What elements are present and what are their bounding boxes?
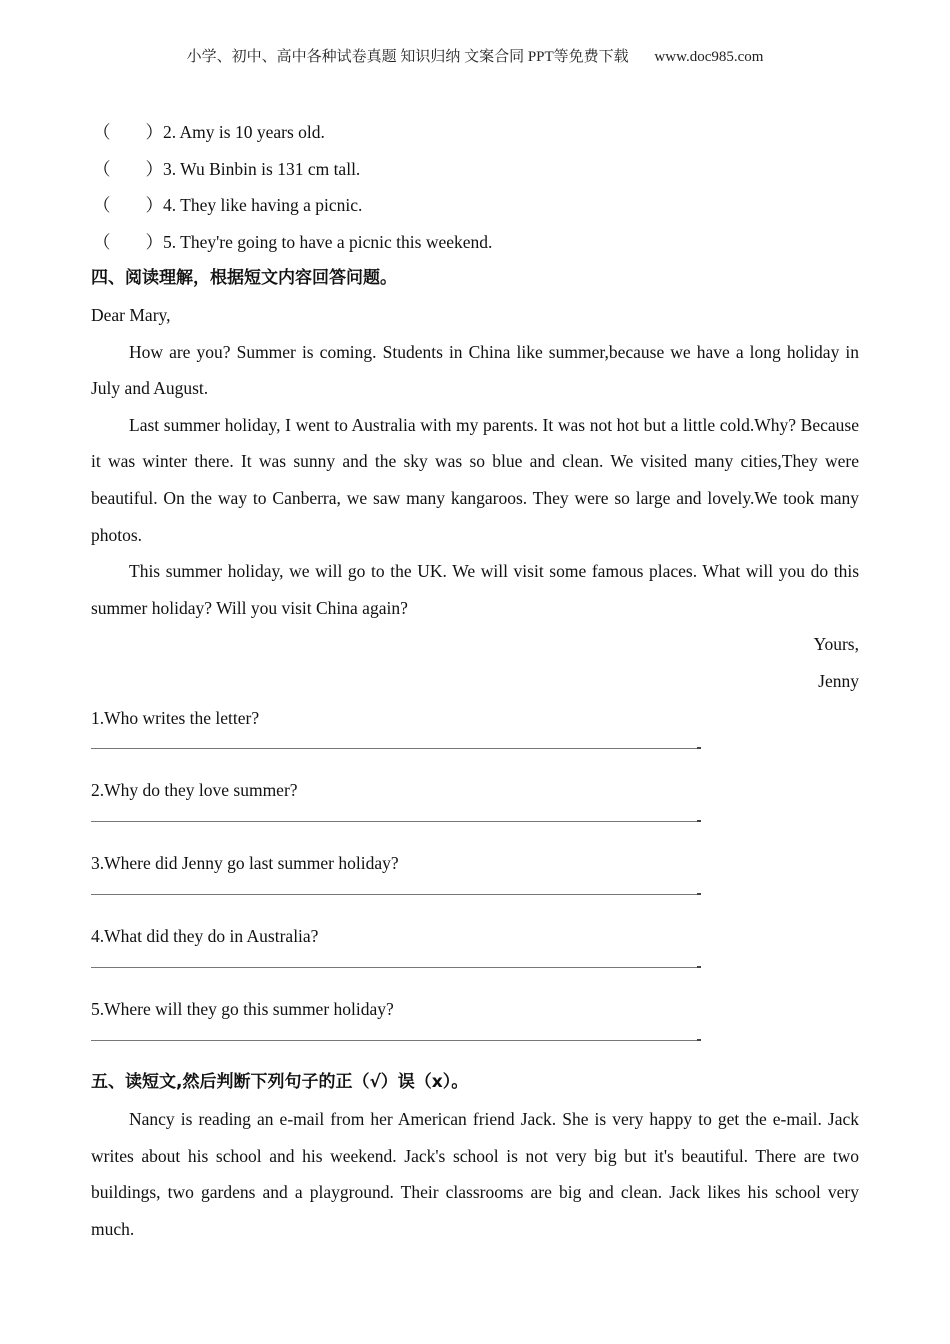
section-4-title: 四、阅读理解，根据短文内容回答问题。 xyxy=(91,268,397,289)
tf-statement: 3. Wu Binbin is 131 cm tall. xyxy=(163,158,361,179)
tf-statement: 5. They're going to have a picnic this weekend. xyxy=(163,231,493,252)
answer-blank: （ ） xyxy=(93,158,163,179)
answer-line[interactable] xyxy=(91,736,859,772)
question: 2.Why do they love summer? xyxy=(91,780,298,801)
question: 3.Where did Jenny go last summer holiday? xyxy=(91,853,399,874)
worksheet-content xyxy=(91,114,859,1247)
tf-item xyxy=(91,224,859,261)
answer-blank: （ ） xyxy=(93,231,163,252)
passage-paragraph: Nancy is reading an e-mail from her American friend Jack. She is very happy to get the e-mail. Jack writes about his school and his weekend. Jack's school is not very big but it's beautiful. There are two buildings, two gardens and a playground. Their classrooms are big and clean. Jack likes his school very much. xyxy=(91,1109,859,1239)
letter-signature: Jenny xyxy=(818,670,859,691)
answer-blank: （ ） xyxy=(93,195,163,216)
question: 1.Who writes the letter? xyxy=(91,707,260,728)
answer-blank: （ ） xyxy=(93,122,163,142)
tf-statement: 4. They like having a picnic. xyxy=(163,195,363,216)
answer-line[interactable] xyxy=(91,882,859,918)
answer-line[interactable] xyxy=(91,955,859,991)
question: 5.Where will they go this summer holiday? xyxy=(91,999,394,1020)
tf-item xyxy=(91,114,859,151)
header-text: 小学、初中、高中各种试卷真题 知识归纳 文案合同 PPT等免费下载 xyxy=(186,49,629,65)
tf-item xyxy=(91,151,859,188)
tf-item xyxy=(91,187,859,224)
letter-closing: Yours, xyxy=(813,634,859,655)
section-5-title: 五、读短文,然后判断下列句子的正（√）误（x）。 xyxy=(91,1072,469,1093)
answer-line[interactable] xyxy=(91,1028,859,1064)
page-header xyxy=(0,45,950,66)
answer-line[interactable] xyxy=(91,809,859,845)
tf-statement: 2. Amy is 10 years old. xyxy=(163,122,325,142)
letter-salutation: Dear Mary, xyxy=(91,304,171,325)
letter-paragraph: Last summer holiday, I went to Australia with my parents. It was not hot but a little cold.Why? Because it was winter there. It was sunny and the sky was so blue and clean. We visited many cities,They were beautiful. On the way to Canberra, we saw many kangaroos. They were so large and lovely.We took many photos. xyxy=(91,414,859,545)
header-url: www.doc985.com xyxy=(654,49,764,65)
question: 4.What did they do in Australia? xyxy=(91,926,319,947)
letter-paragraph: This summer holiday, we will go to the UK. We will visit some famous places. What will you do this summer holiday? Will you visit China again? xyxy=(91,561,859,618)
letter-paragraph: How are you? Summer is coming. Students in China like summer,because we have a long holiday in July and August. xyxy=(91,341,859,399)
